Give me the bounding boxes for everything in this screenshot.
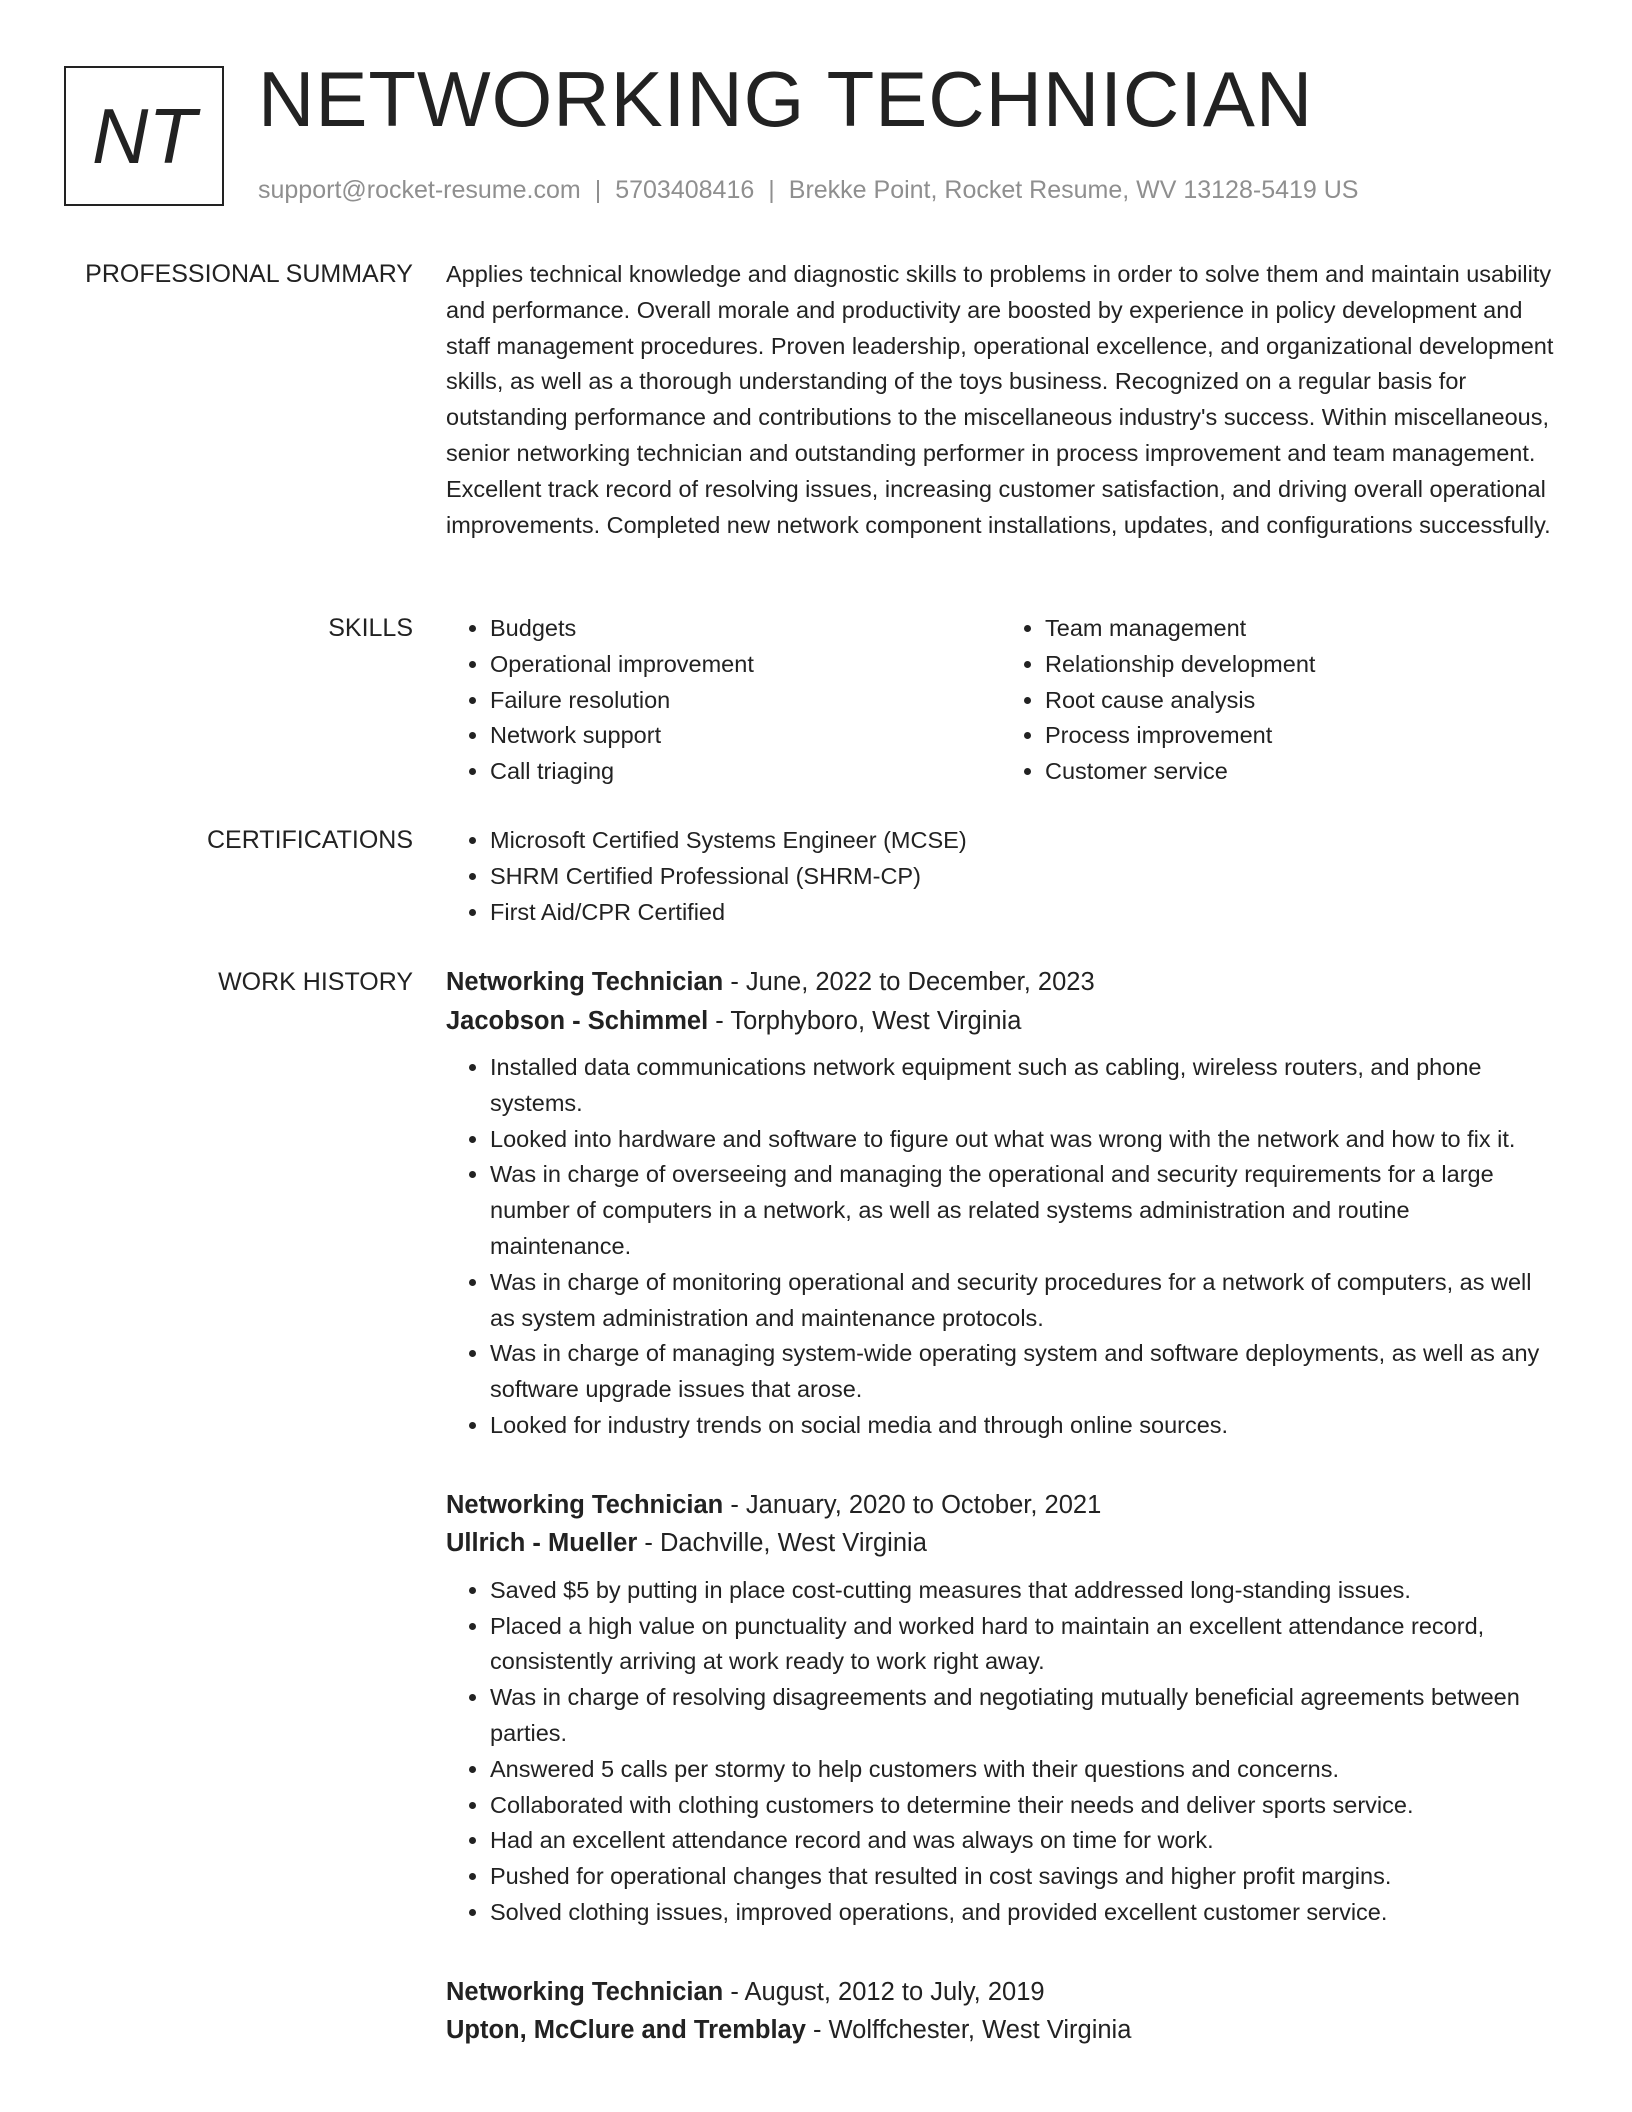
skill-item: • Failure resolution: [490, 683, 1001, 719]
job-bullet: • Looked for industry trends on social media and through online sources.: [490, 1408, 1556, 1444]
skill-item: • Customer service: [1045, 754, 1556, 790]
job-bullet: • Was in charge of resolving disagreements and negotiating mutually beneficial agreements between parties.: [490, 1680, 1556, 1752]
skill-item: • Operational improvement: [490, 647, 1001, 683]
certification-item: • SHRM Certified Professional (SHRM-CP): [490, 859, 1556, 895]
job-bullet: • Solved clothing issues, improved operations, and provided excellent customer service.: [490, 1895, 1556, 1931]
job-bullet: • Placed a high value on punctuality and worked hard to maintain an excellent attendance record, consistently arriving at work ready to work right away.: [490, 1609, 1556, 1681]
job-bullet: • Looked into hardware and software to figure out what was wrong with the network and how to fix it.: [490, 1122, 1556, 1158]
monogram-initials: NT: [92, 91, 196, 180]
job-title-line: [446, 1486, 1556, 1525]
certification-item: • First Aid/CPR Certified: [490, 895, 1556, 931]
job-bullet: • Was in charge of monitoring operational and security procedures for a network of computers, as well as system administration and maintenance protocols.: [490, 1265, 1556, 1337]
job-location: - Wolffchester, West Virginia: [805, 2016, 1132, 2045]
section-label-summary: PROFESSIONAL SUMMARY: [85, 260, 413, 288]
section-label-work-history: WORK HISTORY: [218, 968, 413, 996]
contact-email: support@rocket-resume.com: [258, 176, 581, 204]
job-bullets: [446, 1573, 1556, 1931]
job-company-line: [446, 1524, 1556, 1563]
job-company: Upton, McClure and Tremblay: [446, 2016, 806, 2045]
resume-title: NETWORKING TECHNICIAN: [258, 55, 1314, 143]
job-bullet: • Answered 5 calls per stormy to help customers with their questions and concerns.: [490, 1752, 1556, 1788]
job-dates: - August, 2012 to July, 2019: [723, 1977, 1045, 2006]
skill-item: • Network support: [490, 718, 1001, 754]
monogram-box: [64, 66, 224, 206]
job-bullet: • Pushed for operational changes that resulted in cost savings and higher profit margins.: [490, 1859, 1556, 1895]
contact-address: Brekke Point, Rocket Resume, WV 13128-5419 US: [788, 176, 1359, 204]
job-company: Ullrich - Mueller: [446, 1529, 638, 1558]
job-entry: [446, 1486, 1556, 1931]
job-location: - Dachville, West Virginia: [637, 1529, 927, 1558]
certifications-list: [446, 823, 1556, 930]
job-title-line: [446, 963, 1556, 1002]
job-dates: - January, 2020 to October, 2021: [723, 1490, 1102, 1519]
job-entry: [446, 1973, 1556, 2050]
skills-list-right: [1001, 611, 1556, 790]
skill-item: • Team management: [1045, 611, 1556, 647]
job-dates: - June, 2022 to December, 2023: [723, 968, 1095, 996]
section-label-skills: SKILLS: [328, 614, 413, 642]
skill-item: • Process improvement: [1045, 718, 1556, 754]
skills-list-left: [446, 611, 1001, 790]
job-title: Networking Technician: [446, 968, 724, 996]
job-company-line: [446, 2011, 1556, 2050]
skill-item: • Budgets: [490, 611, 1001, 647]
job-location: - Torphyboro, West Virginia: [708, 1006, 1022, 1035]
job-bullet: • Saved $5 by putting in place cost-cutting measures that addressed long-standing issues.: [490, 1573, 1556, 1609]
job-bullet: • Collaborated with clothing customers to determine their needs and deliver sports service.: [490, 1788, 1556, 1824]
job-company: Jacobson - Schimmel: [446, 1006, 709, 1035]
job-bullet: • Was in charge of overseeing and managing the operational and security requirements for a large number of computers in a network, as well as related systems administration and routine maintenance.: [490, 1157, 1556, 1264]
job-entry: [446, 963, 1556, 1444]
skill-item: • Root cause analysis: [1045, 683, 1556, 719]
job-title: Networking Technician: [446, 1977, 724, 2006]
contact-separator: |: [594, 176, 602, 204]
skill-item: • Relationship development: [1045, 647, 1556, 683]
certification-item: • Microsoft Certified Systems Engineer (MCSE): [490, 823, 1556, 859]
job-bullet: • Installed data communications network equipment such as cabling, wireless routers, and phone systems.: [490, 1050, 1556, 1122]
section-label-certifications: CERTIFICATIONS: [206, 826, 413, 854]
contact-line: [258, 176, 1358, 205]
job-bullets: [446, 1050, 1556, 1444]
contact-phone: 5703408416: [615, 176, 755, 204]
summary-text: Applies technical knowledge and diagnostic skills to problems in order to solve them and maintain usability and performance. Overall morale and productivity are boosted by experience in policy development and staff management procedures. Proven leadership, operational excellence, and organizational development skills, as well as a thorough understanding of the toys business. Recognized on a regular basis for outstanding performance and contributions to the miscellaneous industry's success. Within miscellaneous, senior networking technician and outstanding performer in process improvement and team management. Excellent track record of resolving issues, increasing customer satisfaction, and driving overall operational improvements. Completed new network component installations, updates, and configurations successfully.: [446, 261, 1554, 538]
job-bullet: • Had an excellent attendance record and was always on time for work.: [490, 1823, 1556, 1859]
job-bullet: • Was in charge of managing system-wide operating system and software deployments, as well as any software upgrade issues that arose.: [490, 1336, 1556, 1408]
job-title-line: [446, 1973, 1556, 2012]
job-company-line: [446, 1002, 1556, 1041]
job-title: Networking Technician: [446, 1490, 724, 1519]
skill-item: • Call triaging: [490, 754, 1001, 790]
contact-separator: |: [768, 176, 775, 204]
